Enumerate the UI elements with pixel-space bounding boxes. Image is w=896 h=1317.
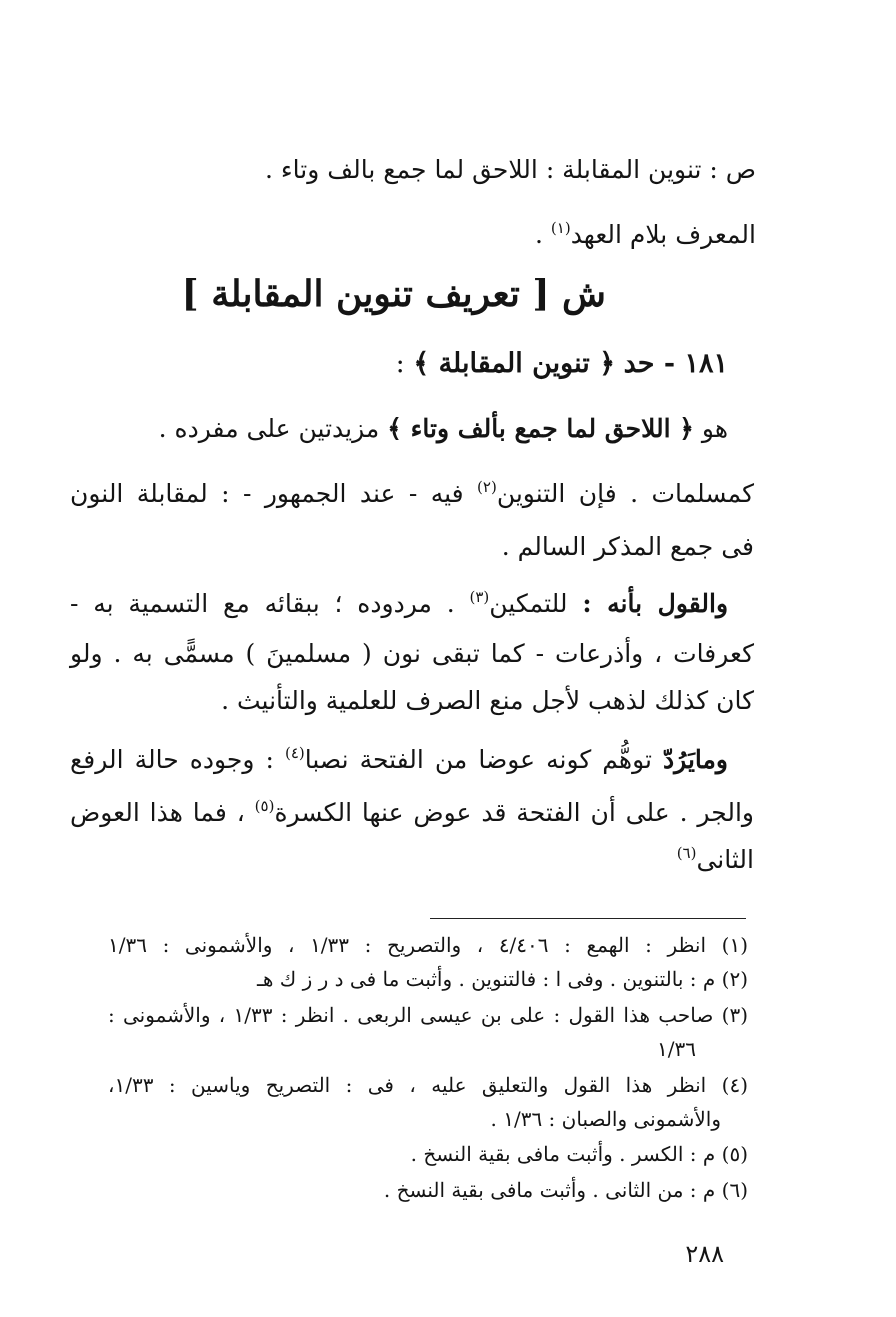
footnote-3: (٣) صاحب هذا القول : على بن عيسى الربعى . انظر : ١/٣٣ ، والأشمونى :: [108, 1003, 748, 1027]
footnote-4: (٤) انظر هذا القول والتعليق عليه ، فى : التصريح وياسين : ١/٣٣،: [108, 1073, 748, 1097]
body-paragraph-1: هو ﴿ اللاحق لما جمع بألف وتاء ﴾ مزيدتين على مفرده .: [158, 414, 728, 443]
footnote-6: (٦) م : من الثانى . وأثبت مافى بقية النسخ .: [383, 1178, 748, 1202]
footnote-ref-6: (٦): [676, 844, 697, 862]
footnote-4-continuation: والأشمونى والصبان : ١/٣٦ .: [490, 1107, 721, 1131]
body-paragraph-4-line-3: الثانى$^{(٦)}$: [676, 844, 754, 874]
page-number: ٢٨٨: [685, 1240, 724, 1268]
body-paragraph-4-line-1: ومايَرُدّ توهُّم كونه عوضا من الفتحة نصبا$^{(٤)}$ : وجوده حالة الرفع: [70, 744, 728, 774]
body-paragraph-3-line-3: كان كذلك لذهب لأجل منع الصرف للعلمية والتأنيث .: [221, 686, 754, 715]
footnote-ref-5: (٥): [254, 797, 275, 815]
matn-line-2: المعرف بلام العهد$^{(١)}$ .: [535, 219, 756, 249]
body-paragraph-4-line-2: والجر . على أن الفتحة قد عوض عنها الكسرة$^{(٥)}$ ، فما هذا العوض: [70, 797, 754, 827]
footnote-ref-4: (٤): [284, 744, 305, 762]
footnote-ref-1: (١): [550, 219, 571, 237]
body-paragraph-2-line-2: فى جمع المذكر السالم .: [501, 532, 754, 561]
body-paragraph-3-line-2: كعرفات ، وأذرعات - كما تبقى نون ( مسلمينَ ) مسمًّى به . ولو: [70, 639, 754, 668]
footnote-ref-2: (٢): [477, 478, 497, 496]
section-title: ش [ تعريف تنوين المقابلة ]: [181, 273, 606, 315]
body-paragraph-2-line-1: كمسلمات . فإن التنوين$^{(٢)}$ فيه - عند الجمهور - : لمقابلة النون: [70, 478, 754, 508]
footnote-separator: [430, 918, 746, 919]
body-paragraph-3-line-1: والقول بأنه : للتمكين$^{(٣)}$ . مردوده ؛ ببقائه مع التسمية به -: [70, 588, 729, 618]
footnote-3-continuation: ١/٣٦: [657, 1037, 696, 1061]
footnote-1: (١) انظر : الهمع : ٤/٤٠٦ ، والتصريح : ١/٣٣ ، والأشمونى : ١/٣٦: [108, 933, 748, 957]
footnote-5: (٥) م : الكسر . وأثبت مافى بقية النسخ .: [410, 1142, 748, 1166]
footnote-2: (٢) م : بالتنوين . وفى ا : فالتنوين . وأثبت ما فى د ر ز ك هـ: [257, 967, 748, 991]
matn-line-1: ص : تنوين المقابلة : اللاحق لما جمع بالف وتاء .: [265, 155, 756, 184]
definition-heading: ١٨١ - حد ﴿ تنوين المقابلة ﴾ :: [395, 348, 728, 379]
footnote-ref-3: (٣): [469, 588, 490, 606]
